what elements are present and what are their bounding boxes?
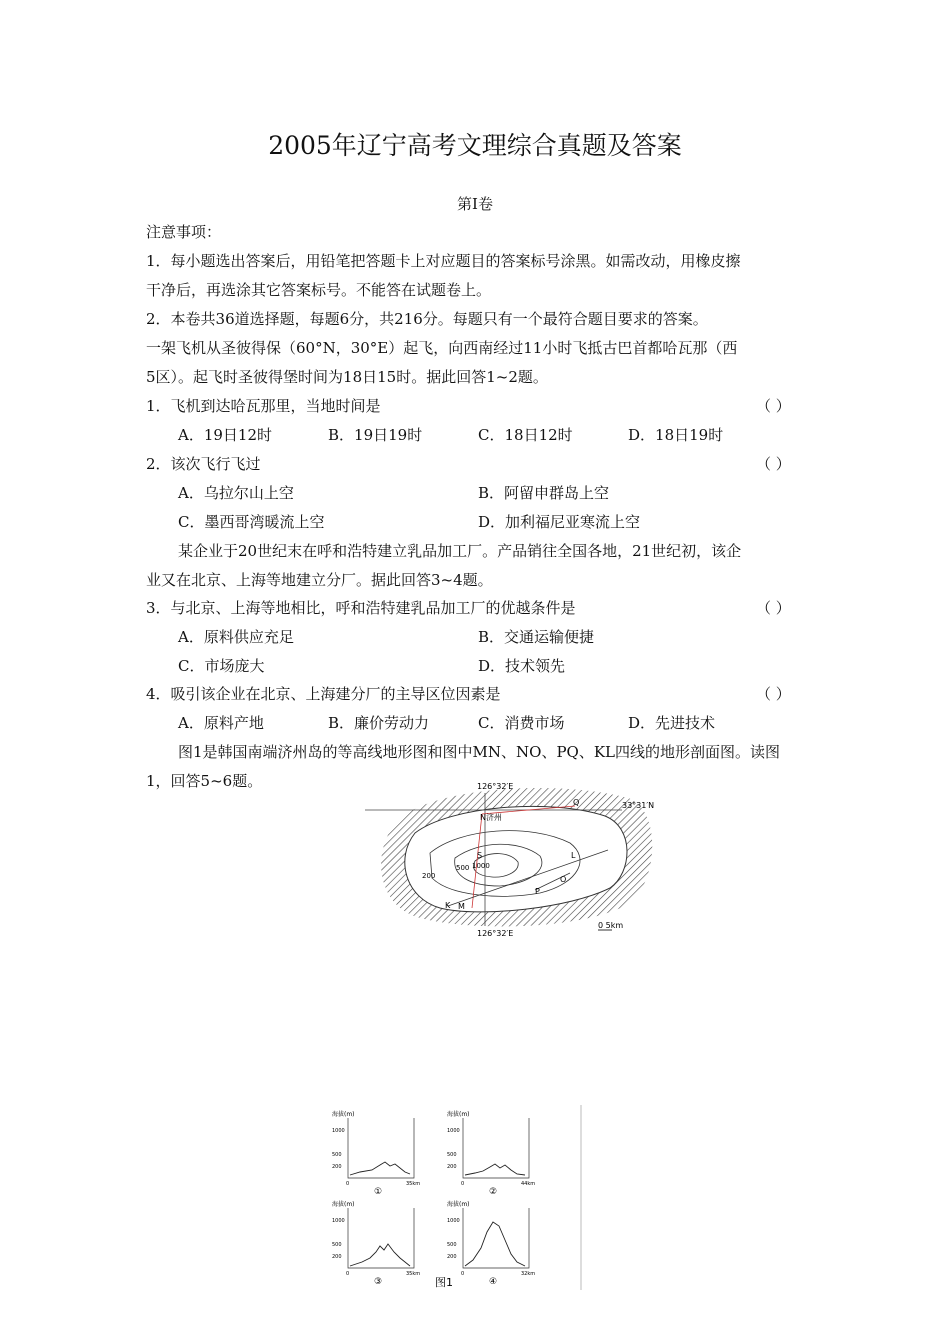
profile-axes	[463, 1208, 529, 1268]
profile-panel	[447, 1200, 535, 1287]
profile-ylabel: 海拔(m)	[332, 1111, 355, 1118]
intro2-line-1: 某企业于20世纪末在呼和浩特建立乳品加工厂。产品销往全国各地，21世纪初，该企	[178, 542, 742, 560]
profile-ytick: 200	[447, 1254, 457, 1260]
map-point-l: L	[571, 851, 576, 860]
profile-ylabel: 海拔(m)	[332, 1201, 355, 1208]
profile-label: ①	[374, 1187, 383, 1197]
profile-xend: 35km	[406, 1181, 421, 1187]
profile-panel	[332, 1200, 420, 1287]
notice-line-2: 干净后，再选涂其它答案标号。不能答在试题卷上。	[146, 281, 492, 299]
q1-option-c: C．18日12时	[478, 426, 573, 444]
profile-xstart: 0	[346, 1181, 350, 1187]
profile-label: ③	[374, 1277, 383, 1287]
intro2-line-2: 业又在北京、上海等地建立分厂。据此回答3~4题。	[146, 571, 493, 589]
profile-xend: 32km	[521, 1271, 536, 1277]
q4-answer-paren: （ ）	[756, 685, 791, 703]
page-title: 2005年辽宁高考文理综合真题及答案	[268, 131, 682, 160]
map-scale: 0 5km	[598, 921, 624, 930]
q2-option-c: C．墨西哥湾暖流上空	[178, 513, 325, 531]
profile-panel	[332, 1110, 420, 1197]
jeju-contour-map	[360, 778, 660, 938]
q3-stem: 3．与北京、上海等地相比，呼和浩特建乳品加工厂的优越条件是	[146, 599, 576, 617]
map-contour-200: 200	[422, 872, 436, 880]
profile-xend: 35km	[406, 1271, 421, 1277]
q1-option-b: B．19日19时	[328, 426, 423, 444]
intro1-line-2: 5区）。起飞时圣彼得堡时间为18日15时。据此回答1~2题。	[146, 368, 548, 386]
profile-label: ④	[489, 1277, 498, 1287]
profile-line	[350, 1244, 410, 1266]
profile-panel	[447, 1110, 535, 1197]
profile-ylabel: 海拔(m)	[447, 1201, 470, 1208]
profile-ylabel: 海拔(m)	[447, 1111, 470, 1118]
q3-option-a: A．原料供应充足	[178, 628, 294, 646]
q4-option-a: A．原料产地	[178, 714, 264, 732]
profile-ytick: 200	[332, 1164, 342, 1170]
q1-option-d: D．18日19时	[628, 426, 724, 444]
intro3-line-1: 图1是韩国南端济州岛的等高线地形图和图中MN、NO、PQ、KL四线的地形剖面图。读图	[178, 743, 781, 761]
profile-xstart: 0	[461, 1181, 465, 1187]
notice-heading: 注意事项：	[146, 223, 222, 241]
q2-option-d: D．加利福尼亚寒流上空	[478, 513, 641, 531]
map-point-s: S	[477, 851, 483, 860]
profile-line	[350, 1162, 410, 1175]
map-contour-1000: 1000	[472, 862, 490, 870]
q2-answer-paren: （ ）	[756, 455, 791, 473]
profile-ytick: 1000	[332, 1218, 345, 1224]
profile-xstart: 0	[346, 1271, 350, 1277]
q3-answer-paren: （ ）	[756, 599, 791, 617]
map-point-k: K	[445, 901, 451, 910]
profile-ytick: 500	[332, 1152, 342, 1158]
notice-line-1: 1．每小题选出答案后，用铅笔把答题卡上对应题目的答案标号涂黑。如需改动，用橡皮擦	[146, 252, 741, 270]
profile-axes	[348, 1118, 414, 1178]
figure-caption: 图1	[435, 1276, 453, 1289]
q3-option-d: D．技术领先	[478, 657, 566, 675]
profile-ytick: 500	[447, 1242, 457, 1248]
q2-option-a: A．乌拉尔山上空	[178, 484, 294, 502]
q1-answer-paren: （ ）	[756, 397, 791, 415]
profile-ytick: 1000	[332, 1128, 345, 1134]
q1-stem: 1．飞机到达哈瓦那里，当地时间是	[146, 397, 381, 415]
q4-option-b: B．廉价劳动力	[328, 714, 430, 732]
map-point-m: M	[458, 902, 465, 911]
q1-option-a: A．19日12时	[178, 426, 273, 444]
map-point-p: P	[535, 887, 540, 896]
q4-option-d: D．先进技术	[628, 714, 716, 732]
profile-axes	[463, 1118, 529, 1178]
map-lon-bottom: 126°32′E	[477, 929, 514, 938]
section-heading: 第Ⅰ卷	[457, 195, 493, 213]
profile-ytick: 500	[332, 1242, 342, 1248]
profile-ytick: 200	[332, 1254, 342, 1260]
profile-ytick: 200	[447, 1164, 457, 1170]
map-contour-500: 500	[456, 864, 470, 872]
profile-label: ②	[489, 1187, 498, 1197]
profile-ytick: 500	[447, 1152, 457, 1158]
profile-line	[465, 1222, 525, 1266]
profile-xstart: 0	[461, 1271, 465, 1277]
map-lat: 33°31′N	[622, 801, 655, 810]
map-point-q: Q	[573, 798, 580, 807]
profile-axes	[348, 1208, 414, 1268]
notice-line-3: 2．本卷共36道选择题，每题6分，共216分。每题只有一个最符合题目要求的答案。	[146, 310, 708, 328]
q3-option-c: C．市场庞大	[178, 657, 265, 675]
profile-ytick: 1000	[447, 1128, 460, 1134]
map-lon-top: 126°32′E	[477, 782, 514, 791]
q3-option-b: B．交通运输便捷	[478, 628, 595, 646]
intro3-line-2: 1，回答5~6题。	[146, 772, 263, 790]
map-city: N济州	[480, 813, 502, 822]
map-point-o: O	[560, 875, 567, 884]
q2-option-b: B．阿留申群岛上空	[478, 484, 610, 502]
profile-xend: 44km	[521, 1181, 536, 1187]
profile-ytick: 1000	[447, 1218, 460, 1224]
profile-charts	[325, 1105, 585, 1290]
q4-option-c: C．消费市场	[478, 714, 565, 732]
profile-line	[465, 1164, 525, 1175]
q2-stem: 2．该次飞行飞过	[146, 455, 261, 473]
q4-stem: 4．吸引该企业在北京、上海建分厂的主导区位因素是	[146, 685, 501, 703]
intro1-line-1: 一架飞机从圣彼得保（60°N，30°E）起飞，向西南经过11小时飞抵古巴首都哈瓦那（西	[146, 339, 738, 357]
